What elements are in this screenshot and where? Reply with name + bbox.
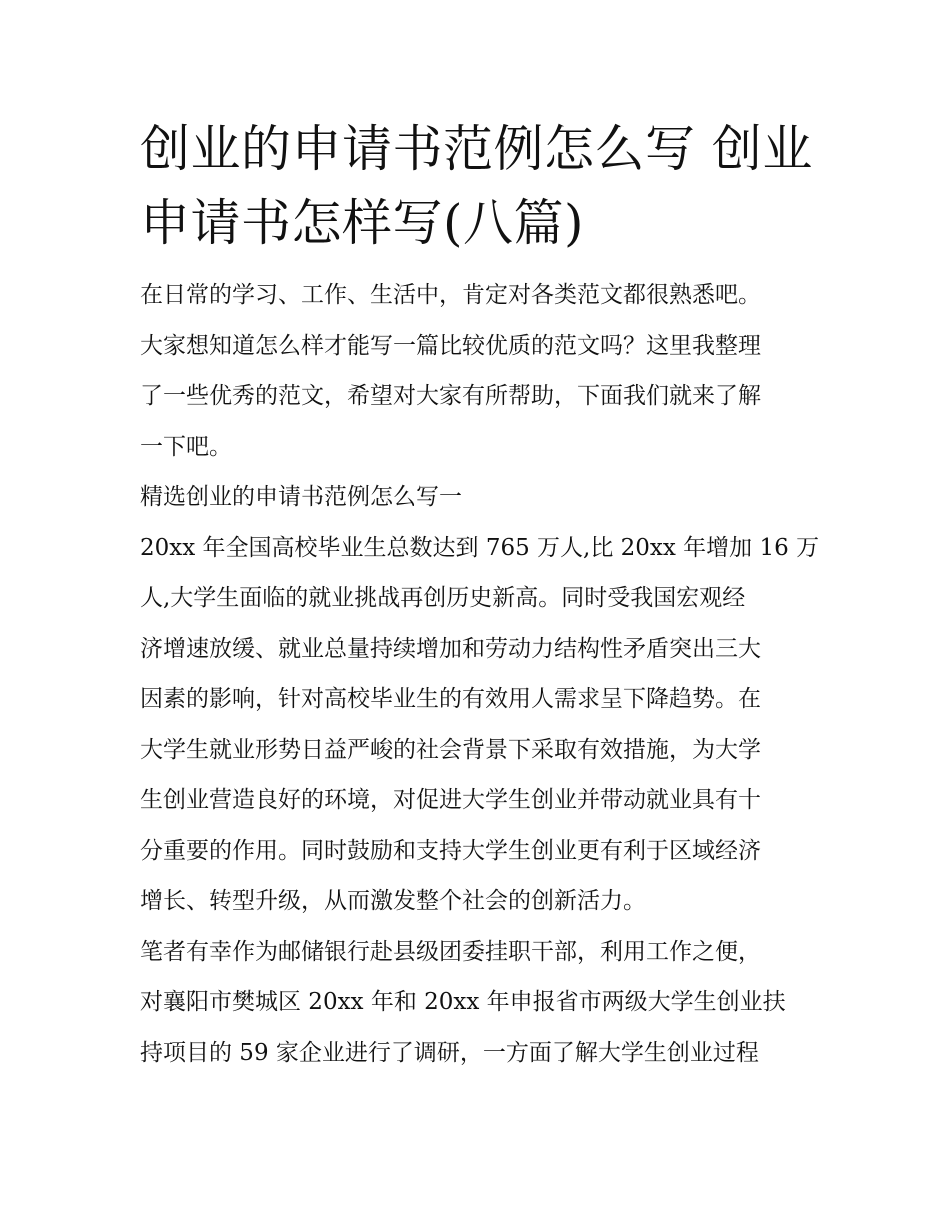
body-line: 大家想知道怎么样才能写一篇比较优质的范文吗？这里我整理 [140, 332, 761, 359]
title-line: 申请书怎样写(八篇) [140, 194, 585, 252]
body-line: 了一些优秀的范文，希望对大家有所帮助，下面我们就来了解 [140, 383, 761, 409]
document-body [140, 270, 820, 1078]
body-line: 济增速放缓、就业总量持续增加和劳动力结构性矛盾突出三大 [140, 635, 761, 662]
body-line: 一下吧。 [140, 433, 232, 460]
body-line: 笔者有幸作为邮储银行赴县级团委挂职干部，利用工作之便， [140, 938, 761, 965]
body-line: 因素的影响，针对高校毕业生的有效用人需求呈下降趋势。在 [140, 686, 761, 712]
document-content [140, 112, 820, 1078]
body-line: 对襄阳市樊城区 20xx 年和 20xx 年申报省市两级大学生创业扶 [140, 989, 786, 1015]
body-line: 大学生就业形势日益严峻的社会背景下采取有效措施，为大学 [140, 736, 761, 763]
section-heading: 精选创业的申请书范例怎么写一 [140, 484, 462, 510]
body-line: 人,大学生面临的就业挑战再创历史新高。同时受我国宏观经 [140, 585, 746, 611]
body-line: 持项目的 59 家企业进行了调研，一方面了解大学生创业过程 [140, 1039, 759, 1066]
body-line: 分重要的作用。同时鼓励和支持大学生创业更有利于区域经济 [140, 837, 761, 864]
body-line: 增长、转型升级，从而激发整个社会的创新活力。 [140, 888, 646, 914]
body-line: 生创业营造良好的环境，对促进大学生创业并带动就业具有十 [140, 787, 761, 813]
title-line: 创业的申请书范例怎么写 创业 [140, 120, 813, 178]
body-line: 在日常的学习、工作、生活中，肯定对各类范文都很熟悉吧。 [140, 282, 761, 308]
body-line: 20xx 年全国高校毕业生总数达到 765 万人,比 20xx 年增加 16 万 [140, 534, 820, 561]
document-title [140, 112, 812, 260]
